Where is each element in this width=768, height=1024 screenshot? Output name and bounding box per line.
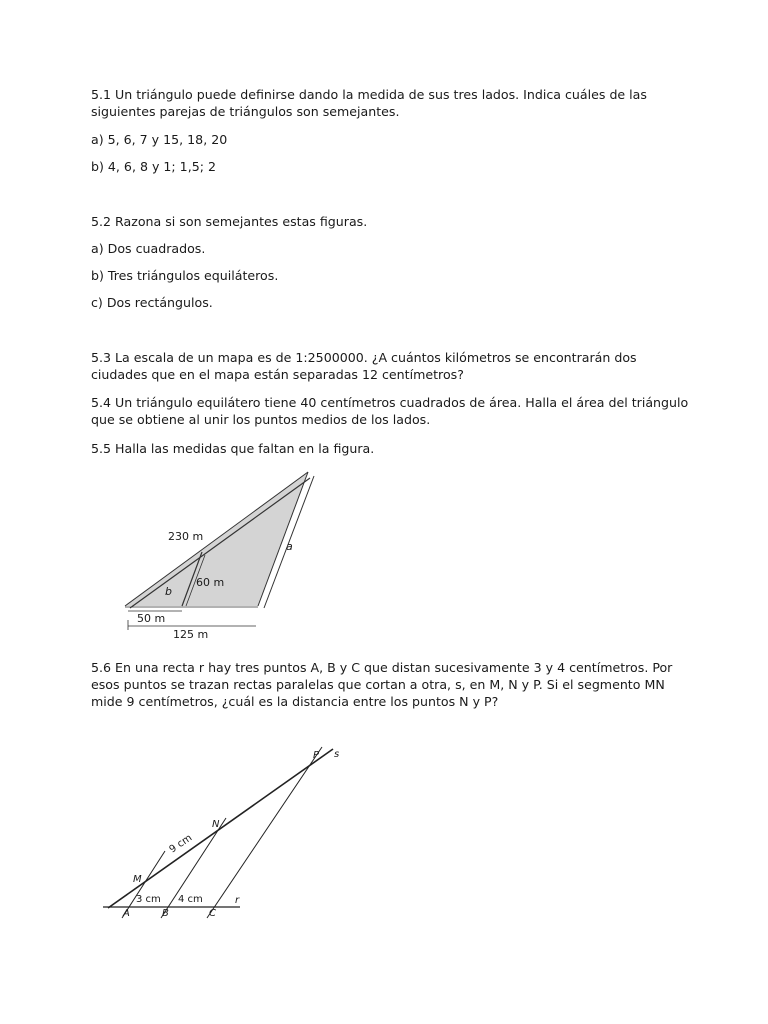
- question-5-2-option-c: c) Dos rectángulos.: [91, 295, 213, 310]
- label-r: r: [235, 895, 240, 906]
- question-5-2-option-a: a) Dos cuadrados.: [91, 241, 206, 256]
- label-M: M: [133, 874, 142, 885]
- question-5-5-text: 5.5 Halla las medidas que faltan en la figura.: [91, 441, 375, 456]
- label-230m: 230 m: [168, 530, 204, 543]
- label-A: A: [123, 908, 130, 919]
- question-5-3-text: 5.3 La escala de un mapa es de 1:2500000. ¿A cuántos kilómetros se encontrarán dos ciudades que en el mapa están separadas 12 centímetros?: [91, 350, 637, 382]
- label-50m: 50 m: [137, 612, 166, 625]
- question-5-2-text: 5.2 Razona si son semejantes estas figuras.: [91, 214, 368, 229]
- label-a: a: [286, 540, 293, 553]
- label-P: P: [313, 750, 320, 761]
- question-5-6-text: 5.6 En una recta r hay tres puntos A, B y C que distan sucesivamente 3 y 4 centímetros. Por esos puntos se trazan rectas paralelas que cortan a otra, s, en M, N y P. Si el segmento MN mide 9 centímetros, ¿cuál es la distancia entre los puntos N y P?: [91, 660, 673, 709]
- label-125m: 125 m: [173, 628, 209, 641]
- label-3cm: 3 cm: [136, 894, 161, 905]
- question-5-1-option-b: b) 4, 6, 8 y 1; 1,5; 2: [91, 159, 216, 174]
- label-B: B: [162, 908, 169, 919]
- label-s: s: [334, 749, 340, 760]
- label-9cm: 9 cm: [167, 832, 195, 856]
- label-60m: 60 m: [196, 576, 225, 589]
- label-4cm: 4 cm: [178, 894, 203, 905]
- label-C: C: [209, 908, 216, 919]
- question-5-2-option-b: b) Tres triángulos equiláteros.: [91, 268, 279, 283]
- question-5-1-option-a: a) 5, 6, 7 y 15, 18, 20: [91, 132, 228, 147]
- label-b: b: [165, 585, 172, 598]
- question-5-4-text: 5.4 Un triángulo equilátero tiene 40 centímetros cuadrados de área. Halla el área del triángulo que se obtiene al unir los puntos medios de los lados.: [91, 395, 689, 427]
- label-N: N: [212, 819, 220, 830]
- question-5-1-text: 5.1 Un triángulo puede definirse dando la medida de sus tres lados. Indica cuáles de las siguientes parejas de triángulos son semejantes.: [91, 87, 647, 119]
